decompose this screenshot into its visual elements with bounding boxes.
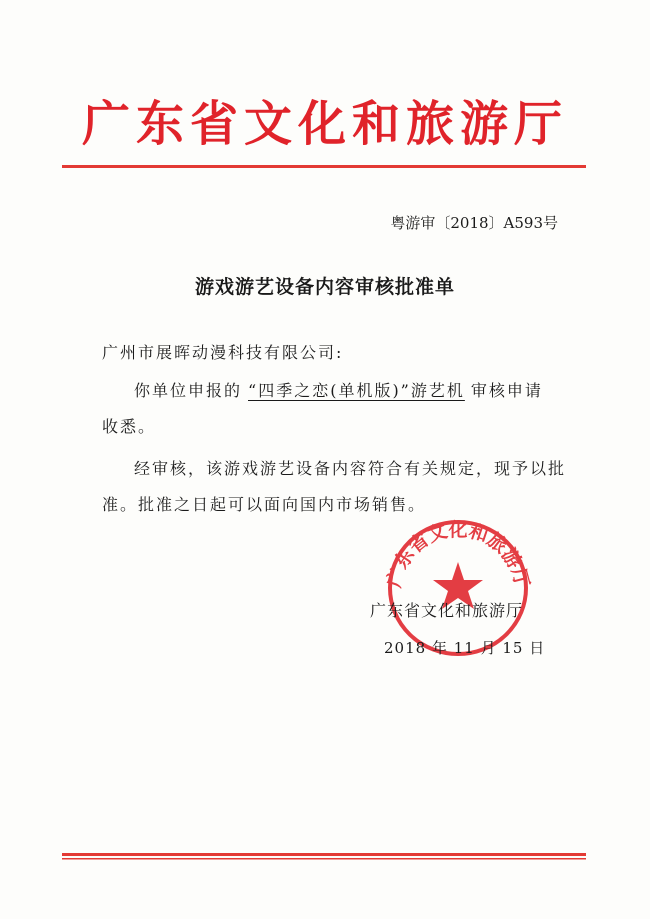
body-paragraph-1	[102, 378, 572, 401]
p2-line1: 经审核，该游戏游艺设备内容符合有关规定，现予以批	[134, 459, 567, 478]
body-paragraph-2-continued: 准。批准之日起可以面向国内市场销售。	[102, 495, 427, 514]
issuer-name: 广东省文化和旅游厅	[370, 601, 524, 620]
letterhead-title: 广东省文化和旅游厅	[81, 96, 568, 152]
product-name: “四季之恋(单机版)”游艺机	[248, 381, 465, 400]
letterhead-rule	[62, 165, 586, 169]
document-heading: 游戏游艺设备内容审核批准单	[194, 276, 455, 298]
footer-rule-top	[62, 853, 586, 856]
p1-prefix: 你单位申报的	[134, 381, 243, 400]
p1-suffix: 审核申请	[470, 381, 543, 400]
footer-rule	[62, 853, 586, 861]
issue-date: 2018 年 11 月 15 日	[384, 639, 546, 657]
body-paragraph-2	[102, 456, 572, 479]
footer-rule-bottom	[62, 858, 586, 860]
body-paragraph-1-continued: 收悉。	[102, 417, 157, 436]
addressee: 广州市展晖动漫科技有限公司:	[102, 343, 344, 362]
document-number: 粤游审〔2018〕A593号	[390, 214, 558, 232]
seal-text-path: 广东省文化和旅游厅	[383, 519, 533, 590]
letterhead-rule-line	[62, 165, 586, 168]
